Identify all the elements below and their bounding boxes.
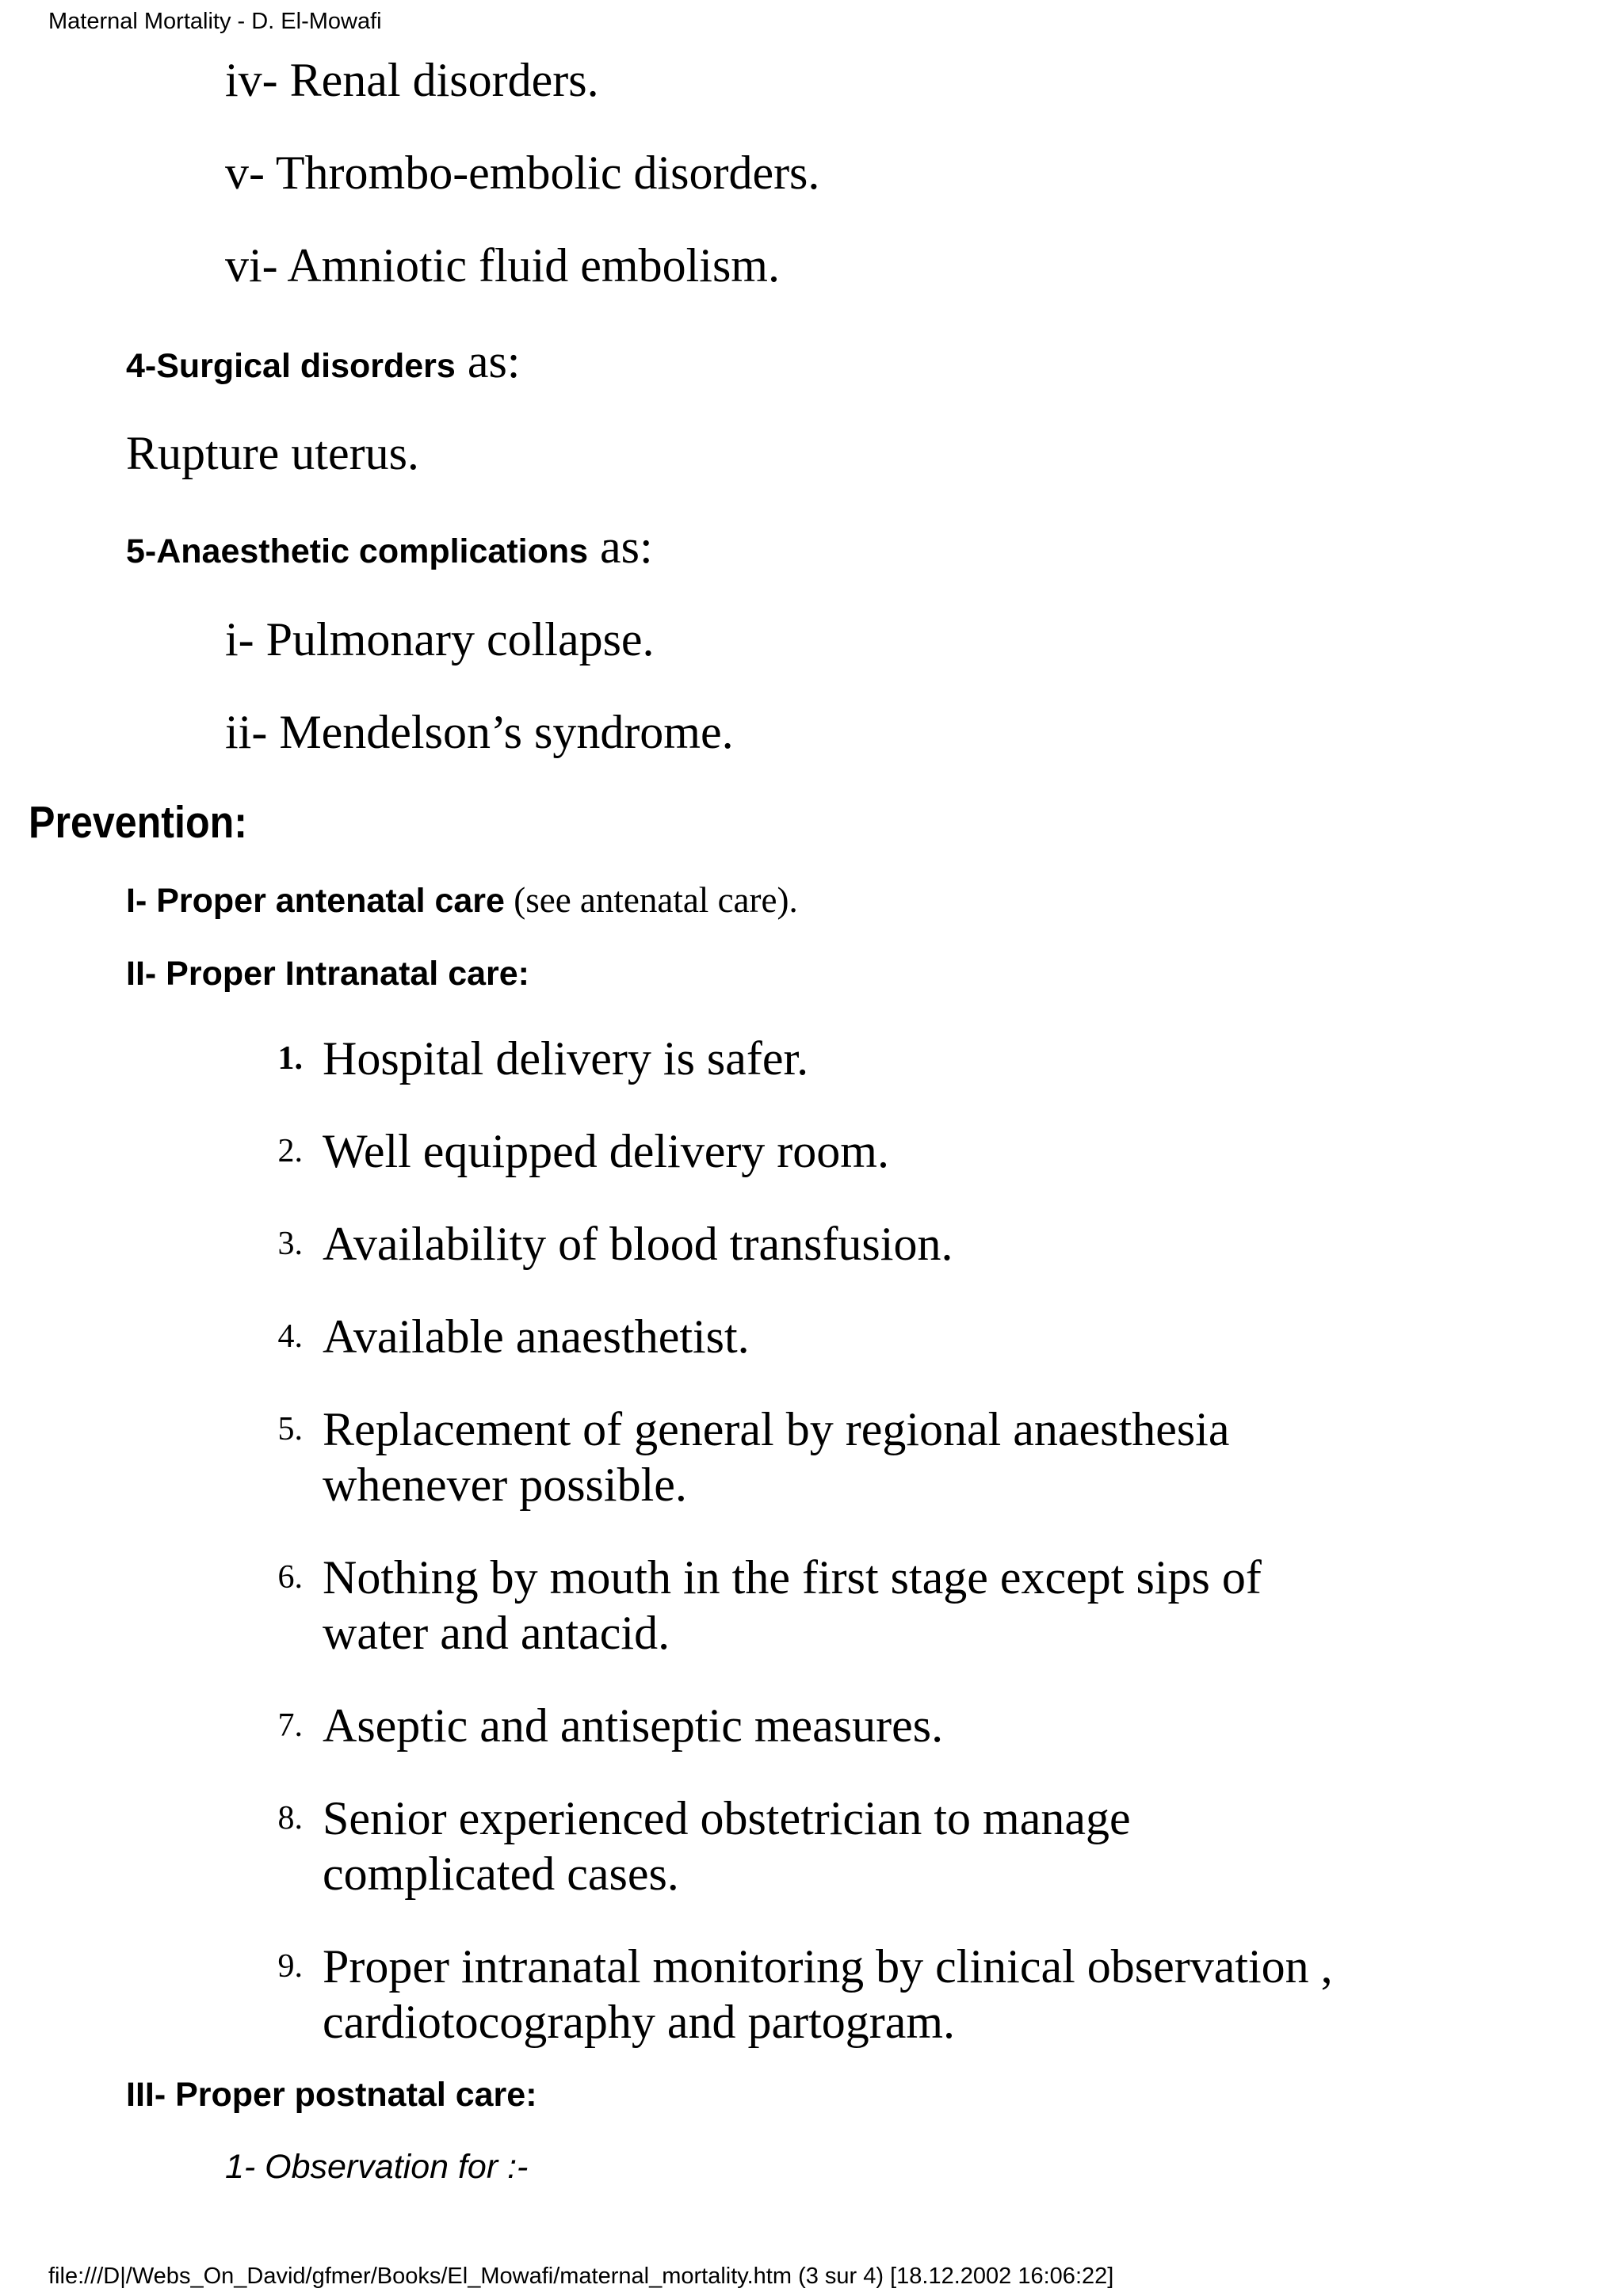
anaesthetic-complications-suffix: as: — [588, 521, 653, 573]
intranatal-list-text: cardiotocography and partogram. — [323, 1996, 956, 2048]
intranatal-list-number: 5. — [277, 1411, 303, 1447]
intranatal-list-text: Aseptic and antiseptic measures. — [323, 1699, 944, 1752]
page-header-title: Maternal Mortality - D. El-Mowafi — [48, 9, 382, 34]
intranatal-list-number: 8. — [277, 1800, 303, 1836]
intranatal-list-number: 6. — [277, 1559, 303, 1596]
intranatal-list-text: Well equipped delivery room. — [323, 1125, 889, 1177]
intranatal-list-text: Nothing by mouth in the first stage except sips of — [323, 1551, 1262, 1604]
surgical-disorders-heading — [126, 334, 520, 402]
intranatal-list-text: complicated cases. — [323, 1848, 679, 1900]
surgical-disorders-label: 4-Surgical disorders — [126, 347, 456, 385]
cause-item-renal: iv- Renal disorders. — [225, 54, 599, 106]
intranatal-list-number: 2. — [277, 1133, 303, 1169]
prevention-heading: Prevention: — [29, 797, 247, 848]
page-footer-path: file:///D|/Webs_On_David/gfmer/Books/El_Mowafi/maternal_mortality.htm (3 sur 4) [18.12.2002 16:06:22] — [48, 2264, 1114, 2289]
intranatal-list-text: whenever possible. — [323, 1459, 687, 1511]
anaesthetic-complications-label: 5-Anaesthetic complications — [126, 532, 589, 570]
intranatal-list-text: Proper intranatal monitoring by clinical observation , — [323, 1940, 1333, 1993]
intranatal-list-number: 3. — [277, 1226, 303, 1262]
intranatal-list-text: Hospital delivery is safer. — [323, 1032, 809, 1085]
surgical-item-rupture: Rupture uterus. — [126, 427, 419, 479]
surgical-disorders-suffix: as: — [455, 335, 521, 387]
intranatal-list-number: 4. — [277, 1318, 303, 1355]
intranatal-list-number: 9. — [277, 1948, 303, 1985]
anaesthetic-complications-heading — [126, 519, 653, 587]
intranatal-list-text: Senior experienced obstetrician to manage — [323, 1792, 1131, 1844]
antenatal-care-line — [126, 878, 798, 931]
intranatal-list-number: 1. — [277, 1040, 303, 1077]
postnatal-care-heading: III- Proper postnatal care: — [126, 2076, 537, 2114]
anaesthetic-item-mendelson: ii- Mendelson’s syndrome. — [225, 706, 734, 758]
intranatal-list-text: Available anaesthetist. — [323, 1310, 750, 1363]
antenatal-care-note: (see antenatal care). — [504, 880, 798, 920]
intranatal-list-text: Replacement of general by regional anaesthesia — [323, 1403, 1230, 1455]
intranatal-care-heading: II- Proper Intranatal care: — [126, 955, 529, 993]
cause-item-amniotic: vi- Amniotic fluid embolism. — [225, 239, 780, 292]
intranatal-list-text: water and antacid. — [323, 1607, 670, 1659]
anaesthetic-item-pulmonary: i- Pulmonary collapse. — [225, 613, 655, 666]
intranatal-list-number: 7. — [277, 1707, 303, 1744]
cause-item-thromboembolic: v- Thrombo-embolic disorders. — [225, 147, 820, 199]
antenatal-care-label: I- Proper antenatal care — [126, 882, 505, 920]
postnatal-item-observation: 1- Observation for :- — [225, 2148, 529, 2186]
intranatal-list-text: Availability of blood transfusion. — [323, 1218, 953, 1270]
